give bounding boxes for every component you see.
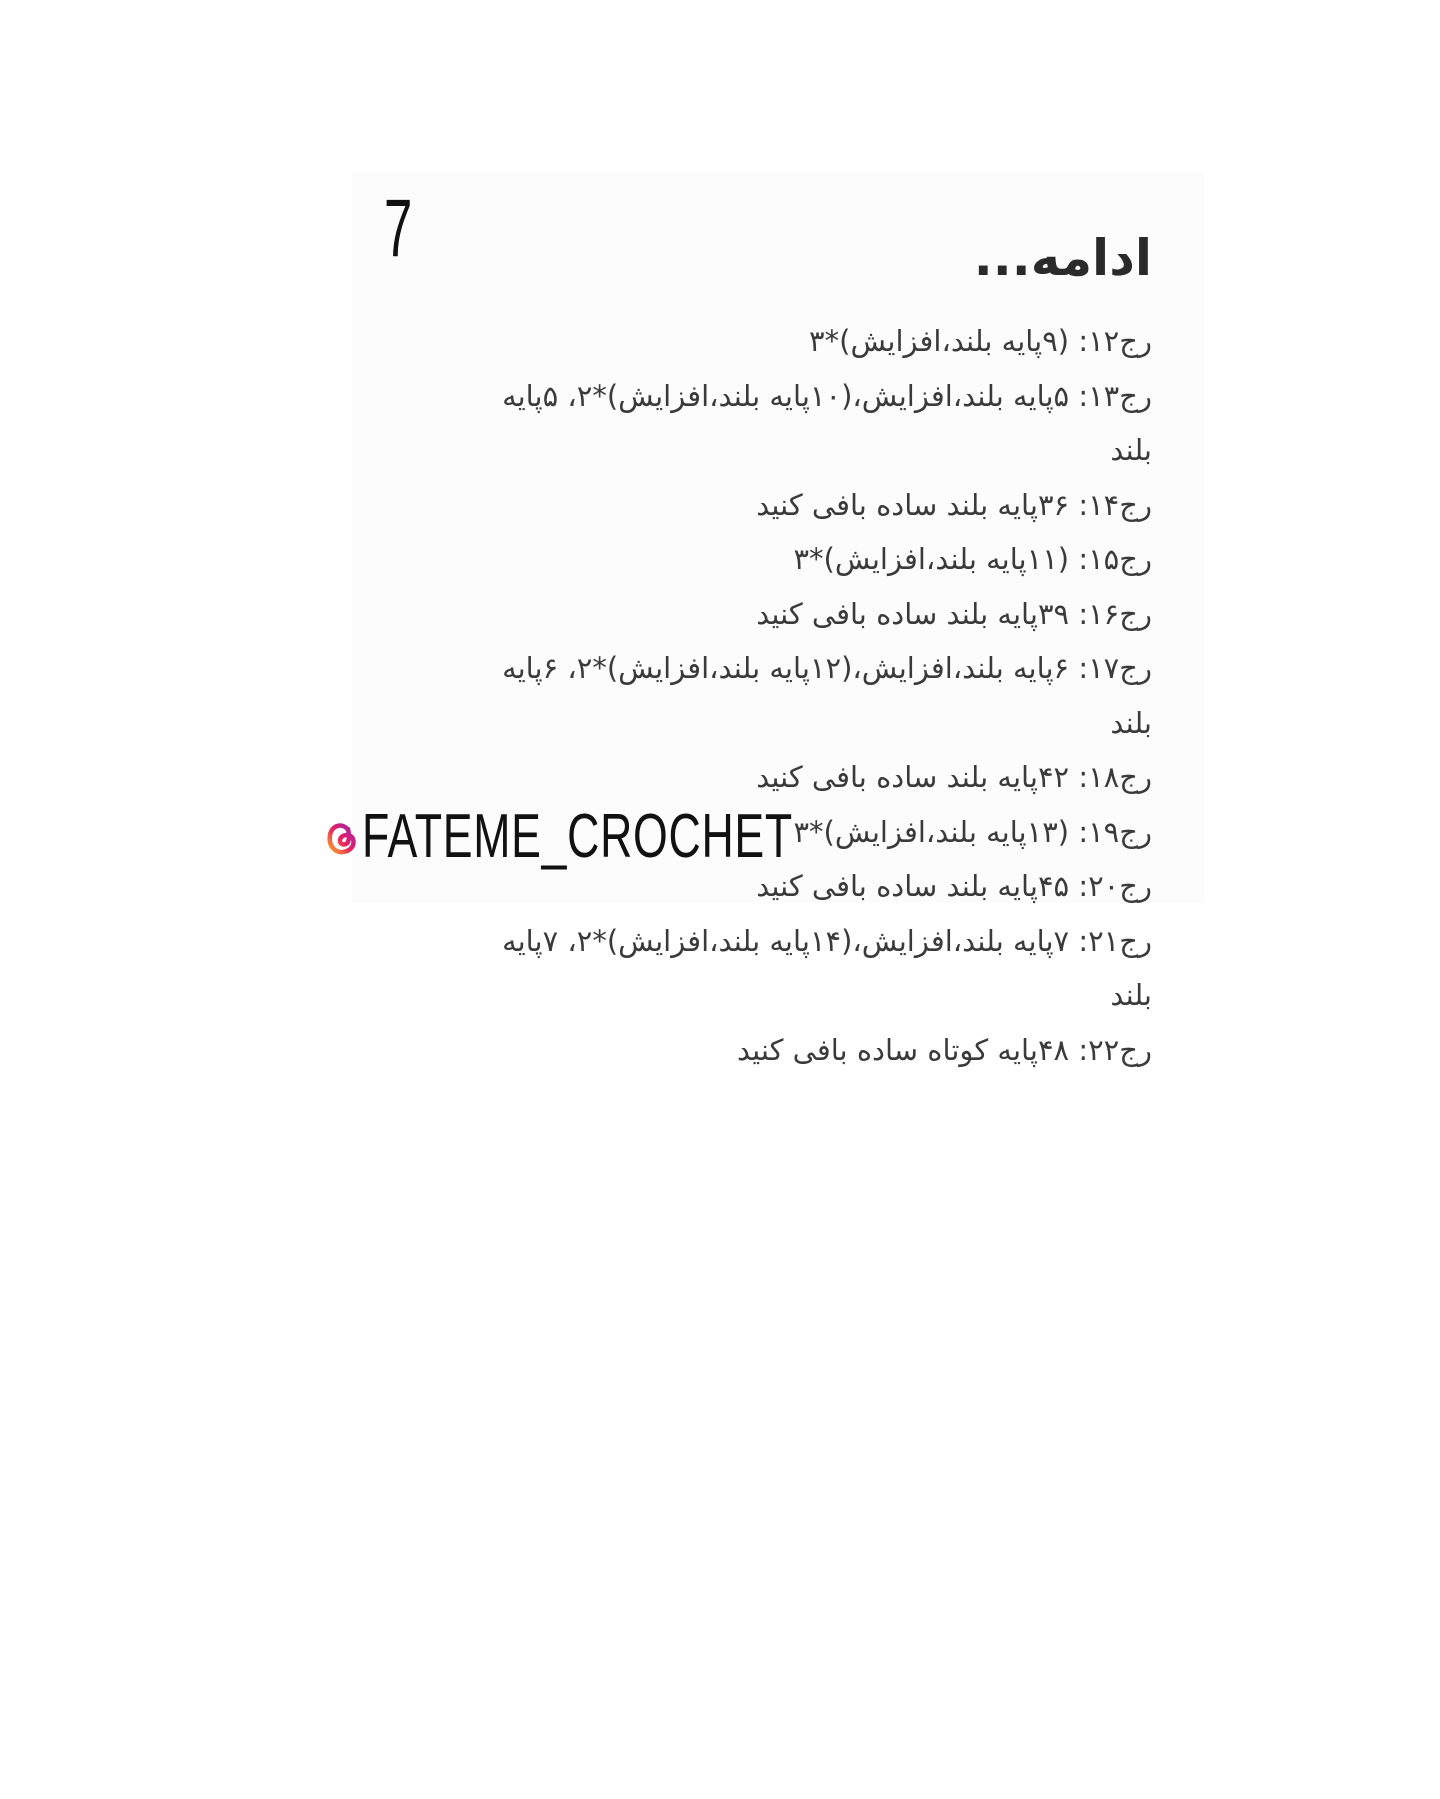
row-line: رج۱۷: ۶پایه بلند،افزایش،(۱۲پایه بلند،افزایش)*۲، ۶پایه	[502, 651, 1152, 685]
threads-icon	[324, 817, 358, 857]
row-line: رج۲۲: ۴۸پایه کوتاه ساده بافی کنید	[736, 1032, 1152, 1067]
row-line: بلند	[1110, 978, 1152, 1012]
row-line: بلند	[1110, 705, 1152, 740]
row-line: رج۱۳: ۵پایه بلند،افزایش،(۱۰پایه بلند،افزایش)*۲، ۵پایه	[502, 378, 1152, 413]
row-line: رج۱۴: ۳۶پایه بلند ساده بافی کنید	[756, 487, 1152, 522]
page-number: 7	[384, 183, 413, 274]
row-line: بلند	[1110, 433, 1152, 467]
watermark-handle: FATEME_CROCHET	[362, 802, 793, 871]
row-line: رج۲۰: ۴۵پایه بلند ساده بافی کنید	[756, 869, 1152, 903]
pattern-rows	[452, 314, 1152, 1077]
row-line: رج۱۲: (۹پایه بلند،افزایش)*۳	[809, 324, 1152, 358]
watermark	[324, 802, 960, 871]
row-line: رج۱۹: (۱۳پایه بلند،افزایش)*۳	[793, 814, 1152, 849]
row-line: رج۲۱: ۷پایه بلند،افزایش،(۱۴پایه بلند،افزایش)*۲، ۷پایه	[502, 923, 1152, 958]
row-line: رج۱۸: ۴۲پایه بلند ساده بافی کنید	[756, 760, 1152, 794]
page-heading: ادامه...	[973, 229, 1152, 287]
row-line: رج۱۵: (۱۱پایه بلند،افزایش)*۳	[793, 542, 1152, 576]
row-line: رج۱۶: ۳۹پایه بلند ساده بافی کنید	[756, 596, 1152, 631]
